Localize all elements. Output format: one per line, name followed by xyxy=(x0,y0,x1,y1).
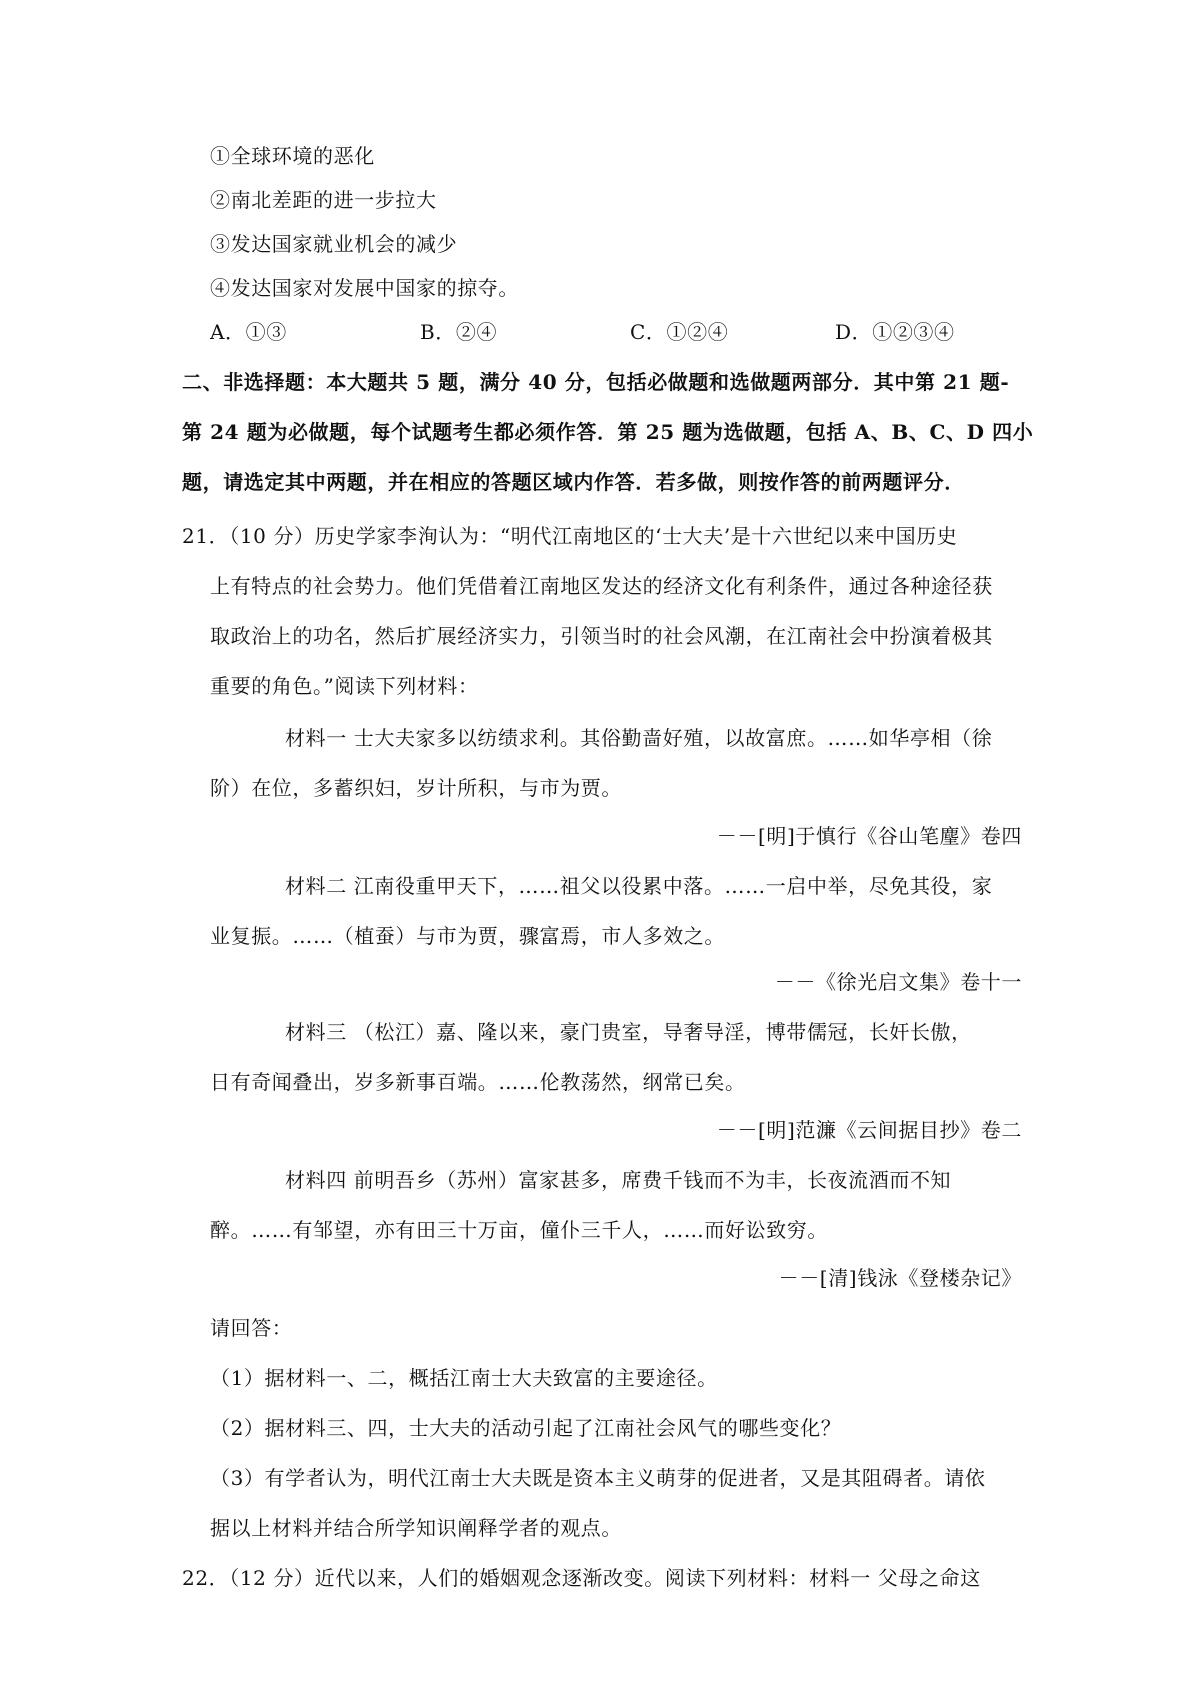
choice-a: A．①③ xyxy=(210,320,287,344)
q21-intro-line-2: 上有特点的社会势力。他们凭借着江南地区发达的经济文化有利条件，通过各种途径获 xyxy=(210,574,993,598)
material-4-line-2: 醉。……有邹望，亦有田三十万亩，僮仆三千人，……而好讼致穷。 xyxy=(210,1218,828,1242)
q21-intro-line-1: 21．（10 分）历史学家李洵认为：“明代江南地区的‘士大夫’是十六世纪以来中国历史 xyxy=(182,524,958,548)
material-4-source: －－[清]钱泳《登楼杂记》 xyxy=(778,1266,1022,1290)
material-1-line-2: 阶）在位，多蓄织妇，岁计所积，与市为贾。 xyxy=(210,776,622,800)
material-1-source: －－[明]于慎行《谷山笔麈》卷四 xyxy=(716,824,1022,848)
choice-b: B．②④ xyxy=(420,320,498,344)
material-2-source: －－《徐光启文集》卷十一 xyxy=(774,970,1022,994)
q21-subquestion-3-line-1: （3）有学者认为，明代江南士大夫既是资本主义萌芽的促进者，又是其阻碍者。请依 xyxy=(210,1466,986,1490)
option-item-2: ②南北差距的进一步拉大 xyxy=(210,188,437,212)
q21-prompt: 请回答： xyxy=(210,1316,293,1340)
material-3-line-1: 材料三 （松江）嘉、隆以来，豪门贵室，导奢导淫，博带儒冠，长奸长傲， xyxy=(285,1020,972,1044)
material-2-line-1: 材料二 江南役重甲天下，……祖父以役累中落。……一启中举，尽免其役，家 xyxy=(285,874,993,898)
material-3-source: －－[明]范濂《云间据目抄》卷二 xyxy=(716,1118,1022,1142)
q21-subquestion-2: （2）据材料三、四，士大夫的活动引起了江南社会风气的哪些变化？ xyxy=(210,1416,842,1440)
q21-intro-line-4: 重要的角色。”阅读下列材料： xyxy=(210,674,479,698)
option-item-3: ③发达国家就业机会的减少 xyxy=(210,232,458,256)
option-item-4: ④发达国家对发展中国家的掠夺。 xyxy=(210,276,519,300)
q22-intro-line-1: 22．（12 分）近代以来，人们的婚姻观念逐渐改变。阅读下列材料：材料一 父母之命这 xyxy=(182,1566,981,1590)
material-4-line-1: 材料四 前明吾乡（苏州）富家甚多，席费千钱而不为丰，长夜流酒而不知 xyxy=(285,1168,952,1192)
q21-intro-line-3: 取政治上的功名，然后扩展经济实力，引领当时的社会风潮，在江南社会中扮演着极其 xyxy=(210,624,993,648)
choice-d: D．①②③④ xyxy=(835,320,955,344)
material-2-line-2: 业复振。……（植蚕）与市为贾，骤富焉，市人多效之。 xyxy=(210,924,725,948)
section-heading-line-2: 第 24 题为必做题，每个试题考生都必须作答．第 25 题为选做题，包括 A、B、C、D 四小 xyxy=(182,420,1034,444)
material-1-line-1: 材料一 士大夫家多以纺绩求利。其俗勤啬好殖，以故富庶。……如华亭相（徐 xyxy=(285,726,993,750)
option-item-1: ①全球环境的恶化 xyxy=(210,144,375,168)
q21-subquestion-3-line-2: 据以上材料并结合所学知识阐释学者的观点。 xyxy=(210,1516,622,1540)
section-heading-line-3: 题，请选定其中两题，并在相应的答题区域内作答．若多做，则按作答的前两题评分． xyxy=(182,470,965,494)
section-heading-line-1: 二、非选择题：本大题共 5 题，满分 40 分，包括必做题和选做题两部分．其中第 21 题- xyxy=(182,370,1010,394)
material-3-line-2: 日有奇闻叠出，岁多新事百端。……伦教荡然，纲常已矣。 xyxy=(210,1070,746,1094)
q21-subquestion-1: （1）据材料一、二，概括江南士大夫致富的主要途径。 xyxy=(210,1366,718,1390)
choice-c: C．①②④ xyxy=(630,320,729,344)
